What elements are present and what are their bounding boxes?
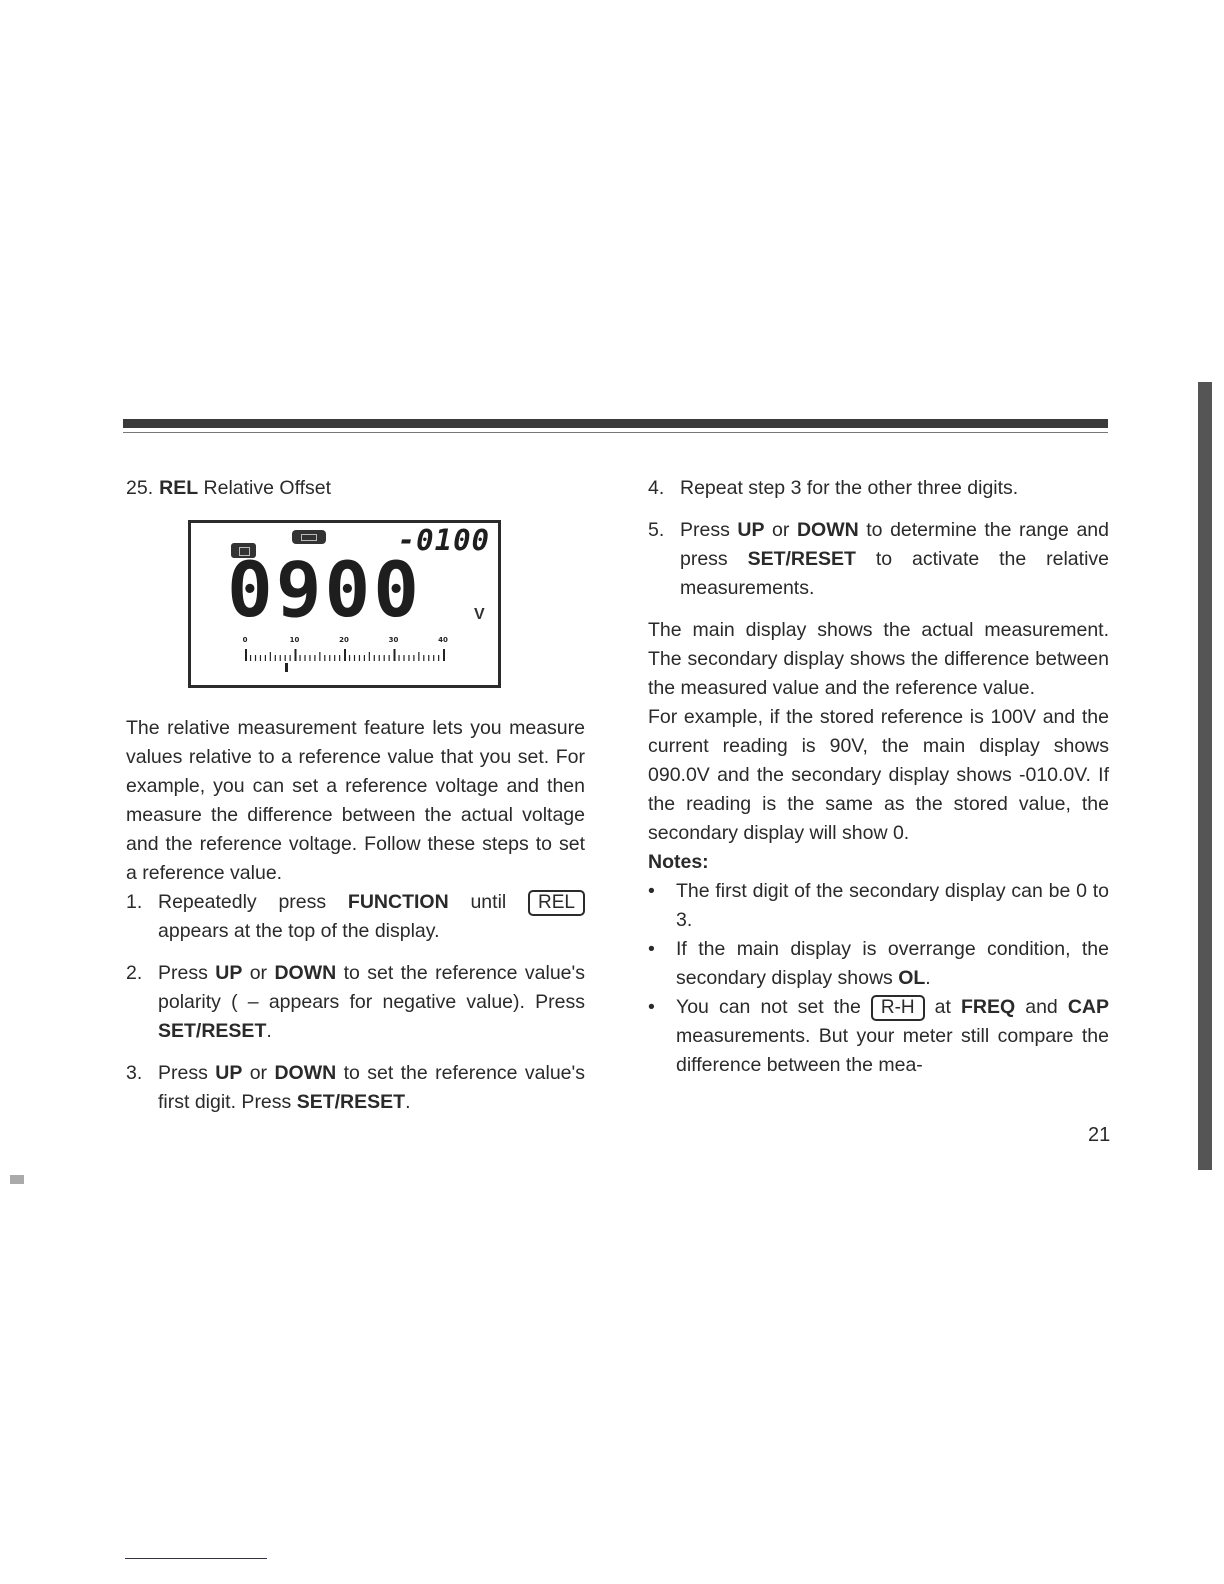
scale-tick [364,655,365,661]
scale-tick [309,655,310,661]
scale-tick [265,655,266,661]
scale-tick [255,655,256,661]
example-paragraph: For example, if the stored reference is 100V and the current reading is 90V, the main display shows 090.0V and the secondary display shows -010.0V. If the reading is the same as the stored value, the secondary display will show 0. [648,706,1109,844]
list-item: 4. Repeat step 3 for the other three digits. [648,477,1019,499]
list-item: 3. Press UP or DOWN to set the reference value's first digit. Press SET/RESET. [126,1062,585,1113]
intro-paragraph: The relative measurement feature lets you measure values relative to a reference value that you set. For example, you can set a reference voltage and then measure the difference between the actual voltage and the reference voltage. Follow these steps to set a reference value. [126,717,585,884]
scale-tick [418,652,419,661]
page-number: 21 [1088,1124,1111,1146]
lcd-secondary-reading: -0100 [397,523,490,557]
list-item: • You can not set the R-H at FREQ and CAP measurements. But your meter still compare the difference between the mea- [648,993,1109,1080]
scale-tick [408,655,409,661]
scale-tick [349,655,350,661]
scale-tick [433,655,434,661]
bargraph-pointer [285,663,288,672]
steps-list-left [126,888,585,1117]
scale-tick [304,655,305,661]
r-h-key: R-H [871,995,925,1021]
section-title: Relative Offset [203,477,332,499]
scale-tick [359,655,360,661]
scale-tick [374,655,375,661]
list-item: 1. Repeatedly press FUNCTION until REL appears at the top of the display. [126,888,585,946]
scale-tick [438,655,439,661]
scale-tick [384,655,385,661]
scale-tick [423,655,424,661]
scale-label: 10 [289,636,300,644]
notes-list [648,877,1109,1080]
bargraph-scale [239,633,449,673]
scale-tick [394,649,396,661]
scale-tick [369,652,370,661]
scale-tick [379,655,380,661]
scale-tick [290,655,291,661]
scale-tick [299,655,300,661]
lcd-main-reading: 0900 [227,545,423,634]
scale-label: 20 [339,636,349,644]
scale-tick [344,649,346,661]
scale-tick [329,655,330,661]
notes-heading: Notes: [648,851,709,873]
scale-tick [319,652,320,661]
scale-tick [275,655,276,661]
scale-tick [354,655,355,661]
scale-tick [270,652,271,661]
list-item: 2. Press UP or DOWN to set the reference value's polarity ( – appears for negative value). Press SET/RESET. [126,962,585,1042]
scale-tick [413,655,414,661]
scale-label: 0 [242,636,248,644]
scale-tick [260,655,261,661]
list-item: 5. Press UP or DOWN to determine the range and press SET/RESET to activate the relative measurements. [648,519,1109,599]
left-column [126,474,585,1117]
page-edge-bar [1198,382,1212,1170]
scale-tick [443,649,445,661]
list-item: • The first digit of the secondary display can be 0 to 3. [648,877,1109,935]
scale-tick [250,655,251,661]
header-rule [123,419,1108,428]
footer-rule [125,1558,267,1559]
scale-tick [389,655,390,661]
section-number: 25. [126,477,154,499]
section-title-bold: REL [159,477,199,499]
scale-tick [280,655,281,661]
scale-tick [314,655,315,661]
header-rule-thin [123,432,1108,433]
scale-tick [334,655,335,661]
scale-tick [403,655,404,661]
scale-label: 30 [388,636,399,644]
scale-label: 40 [438,636,448,644]
scan-edge-mark [10,1175,24,1184]
list-item: • If the main display is overrange condition, the secondary display shows OL. [648,935,1109,993]
scale-tick [428,655,429,661]
lcd-unit: V [474,606,485,623]
battery-indicator-icon [292,530,326,544]
scale-tick [245,649,247,661]
scale-tick [295,649,297,661]
scale-tick [285,655,286,661]
steps-list-right [648,474,1109,603]
section-heading [126,474,585,503]
scale-tick [339,655,340,661]
lcd-illustration [188,520,501,688]
right-column [648,474,1109,1080]
scale-tick [324,655,325,661]
scale-tick [398,655,399,661]
main-display-paragraph: The main display shows the actual measurement. The secondary display shows the difference between the measured value and the reference value. [648,619,1109,699]
rel-key: REL [528,890,585,916]
